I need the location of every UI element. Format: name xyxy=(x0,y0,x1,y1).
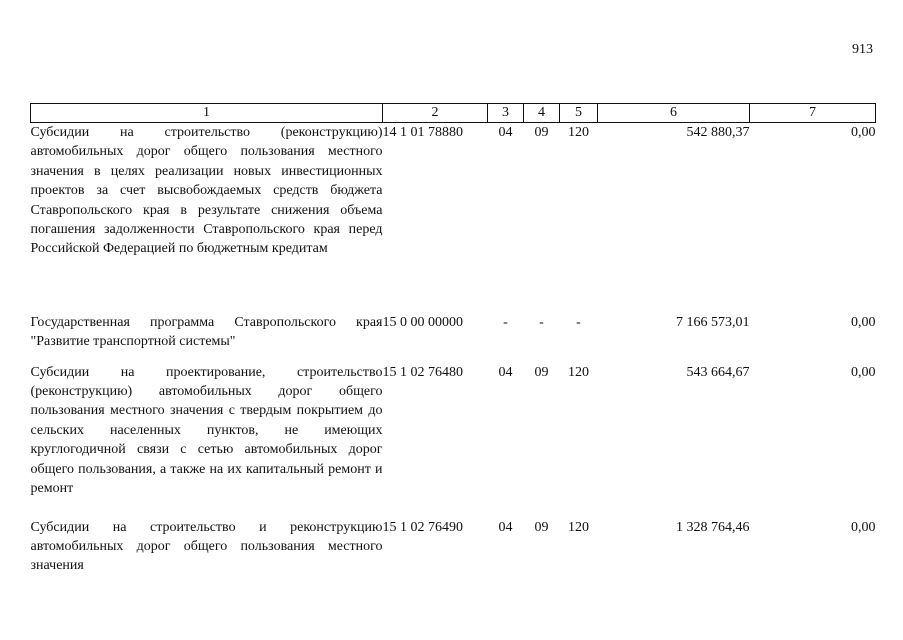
row-c7: 0,00 xyxy=(851,364,876,380)
header-col-7: 7 xyxy=(750,104,876,123)
row-c5: 120 xyxy=(568,364,589,380)
header-col-3: 3 xyxy=(488,104,524,123)
row-code: 15 1 02 76490 xyxy=(382,519,463,535)
row-name: Субсидии на строительство и реконструкцию автомобильных дорог общего пользования местного значения xyxy=(30,519,383,574)
row-amount: 543 664,67 xyxy=(686,364,750,380)
table-row xyxy=(31,123,876,313)
row-code: 15 1 02 76480 xyxy=(382,364,463,380)
row-c7: 0,00 xyxy=(851,125,876,140)
row-name: Государственная программа Ставропольского края "Развитие транспортной системы" xyxy=(30,314,383,349)
row-c5: 120 xyxy=(568,519,589,535)
row-code: 14 1 01 78880 xyxy=(382,125,463,140)
budget-table xyxy=(30,103,876,576)
row-amount: 7 166 573,01 xyxy=(676,314,750,330)
row-c3: - xyxy=(503,314,508,330)
header-col-5: 5 xyxy=(560,104,598,123)
row-c7: 0,00 xyxy=(851,314,876,330)
row-c3: 04 xyxy=(498,364,513,380)
page-number: 913 xyxy=(852,42,873,57)
table-row xyxy=(31,518,876,576)
row-c4: 09 xyxy=(534,519,549,535)
header-col-1: 1 xyxy=(31,104,383,123)
header-col-4: 4 xyxy=(524,104,560,123)
table-row xyxy=(31,363,876,518)
row-c5: - xyxy=(576,314,581,330)
row-c7: 0,00 xyxy=(851,519,876,535)
row-c3: 04 xyxy=(498,519,513,535)
row-c5: 120 xyxy=(568,125,589,140)
header-row xyxy=(31,104,876,123)
row-name: Субсидии на проектирование, строительство (реконструкцию) автомобильных дорог общего пользования местного значения с твердым покрытием до сельских населенных пунктов, не имеющих круглогодичной связи с сетью автомобильных дорог общего пользования, а также на их капитальный ремонт и ремонт xyxy=(30,364,383,496)
row-code: 15 0 00 00000 xyxy=(382,314,463,330)
header-col-6: 6 xyxy=(598,104,750,123)
row-amount: 542 880,37 xyxy=(686,125,750,140)
row-name: Субсидии на строительство (реконструкцию) автомобильных дорог общего пользования местного значения в целях реализации новых инвестиционных проектов за счет высвобождаемых средств бюджета Ставропольского края в результате снижения объема погашения задолженности Ставропольского края перед Российской Федерацией по бюджетным кредитам xyxy=(30,125,383,257)
row-c4: 09 xyxy=(534,125,549,140)
row-c4: - xyxy=(539,314,544,330)
row-c3: 04 xyxy=(498,125,513,140)
row-amount: 1 328 764,46 xyxy=(676,519,750,535)
row-c4: 09 xyxy=(534,364,549,380)
header-col-2: 2 xyxy=(383,104,488,123)
table-row xyxy=(31,313,876,363)
